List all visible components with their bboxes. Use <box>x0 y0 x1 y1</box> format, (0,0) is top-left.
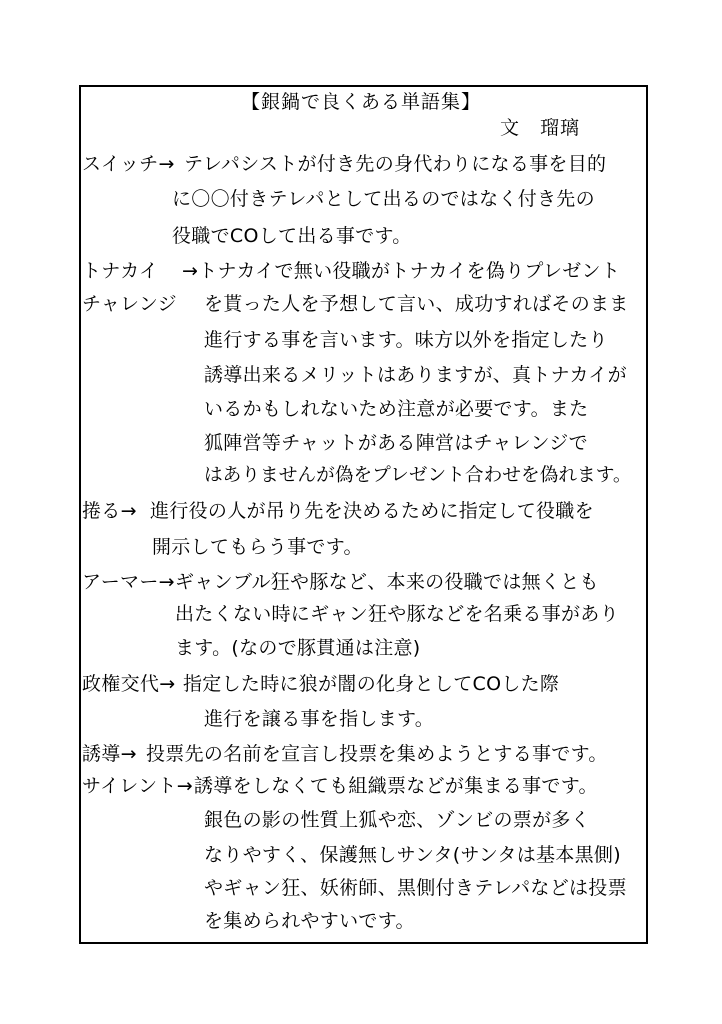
definition-line: を貰った人を予想して言い、成功すればそのまま <box>204 293 629 315</box>
definition-line: 銀色の影の性質上狐や恋、ゾンビの票が多く <box>204 809 591 831</box>
term-armor: アーマー→ <box>82 571 175 593</box>
term-challenge: チャレンジ <box>82 293 177 315</box>
document-author: 文 瑠璃 <box>500 117 581 139</box>
definition-line: はありませんが偽をプレゼント合わせを偽れます。 <box>204 465 632 486</box>
definition-line: 進行を譲る事を指します。 <box>204 708 435 730</box>
definition-line: に〇〇付きテレパとして出るのではなく付き先の <box>172 188 595 210</box>
term-silent: サイレント→ <box>82 775 193 797</box>
term-tonakai: トナカイ <box>82 260 159 282</box>
definition-line: →トナカイで無い役職がトナカイを偽りプレゼント <box>182 260 621 282</box>
definition-line: 誘導をしなくても組織票などが集まる事です。 <box>194 775 598 797</box>
definition-line: いるかもしれないため注意が必要です。また <box>204 398 589 420</box>
definition-line: 役職でCOして出る事です。 <box>172 225 412 247</box>
definition-line: 出たくない時にギャン狂や豚などを名乗る事があり <box>175 603 619 625</box>
definition-line: 狐陣営等チャットがある陣営はチャレンジで <box>204 432 588 454</box>
term-switch: スイッチ→ <box>82 153 175 175</box>
definition-line: やギャン狂、妖術師、黒側付きテレパなどは投票 <box>204 877 627 899</box>
term-mekuru: 捲る→ <box>82 500 137 522</box>
definition-line: 進行する事を言います。味方以外を指定したり <box>204 329 608 351</box>
definition-line: ギャンブル狂や豚など、本来の役職では無くとも <box>175 571 599 593</box>
definition-line: なりやすく、保護無しサンタ(サンタは基本黒側) <box>204 844 621 866</box>
term-seiken-koutai: 政権交代→ <box>82 673 176 695</box>
definition-line: 進行役の人が吊り先を決めるために指定して役職を <box>150 500 594 522</box>
definition-line: テレパシストが付き先の身代わりになる事を目的 <box>184 153 607 175</box>
definition-line: 指定した時に狼が闇の化身としてCOした際 <box>183 673 560 695</box>
document-title: 【銀鍋で良くある単語集】 <box>240 91 481 113</box>
definition-line: ます。(なので豚貫通は注意) <box>175 637 421 659</box>
term-yuudou: 誘導→ <box>82 743 137 765</box>
definition-line: を集められやすいです。 <box>204 910 415 932</box>
definition-line: 開示してもらう事です。 <box>152 536 363 558</box>
definition-line: 投票先の名前を宣言し投票を集めようとする事です。 <box>146 743 608 765</box>
definition-line: 誘導出来るメリットはありますが、真トナカイが <box>204 364 627 386</box>
